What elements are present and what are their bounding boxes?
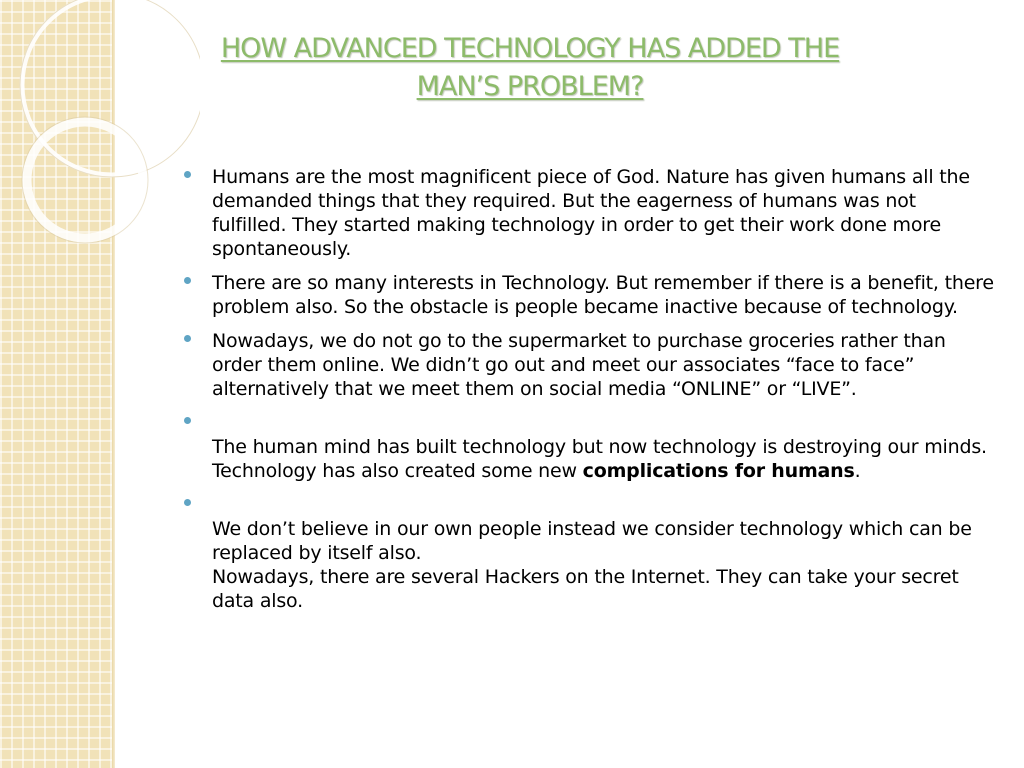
bullet-text-4-bold: complications for humans	[582, 460, 855, 482]
bullet-text-1: Humans are the most magnificent piece of God. Nature has given humans all the demanded things that they required. But the eagerness of humans was not fulfilled. They started making technology in order to get their work done more spontaneously.	[212, 166, 970, 260]
slide-title-line-2: MAN’S PROBLEM?	[416, 71, 644, 102]
bullet-item-5	[180, 493, 995, 613]
bullet-list	[180, 165, 995, 613]
bullet-dot-icon	[184, 335, 191, 342]
slide-title	[130, 30, 930, 106]
bullet-dot-icon	[184, 171, 191, 178]
bullet-text-5-line-1: We don’t believe in our own people instead we consider technology which can be replaced by itself also.	[212, 518, 972, 564]
bullet-dot-icon	[184, 277, 191, 284]
bullet-text-4-start: The human mind has built technology but now technology is destroying our minds. Technology has also created some new	[212, 436, 987, 482]
bullet-item-1	[180, 165, 995, 261]
bullet-text-2: There are so many interests in Technology. But remember if there is a benefit, there problem also. So the obstacle is people became inactive because of technology.	[212, 272, 994, 318]
blank-line	[212, 411, 995, 435]
bullet-text-3: Nowadays, we do not go to the supermarket to purchase groceries rather than order them online. We didn’t go out and meet our associates “face to face” alternatively that we meet them on social media “ONLINE” or “LIVE”.	[212, 330, 946, 400]
bullet-dot-icon	[184, 499, 191, 506]
slide-body	[180, 165, 995, 623]
bullet-item-2	[180, 271, 995, 319]
bullet-dot-icon	[184, 417, 191, 424]
blank-line	[212, 493, 995, 517]
bullet-text-5-line-2: Nowadays, there are several Hackers on the Internet. They can take your secret data also.	[212, 566, 959, 612]
bullet-item-3	[180, 329, 995, 401]
bullet-text-4-end: .	[854, 460, 861, 482]
bullet-item-4	[180, 411, 995, 483]
slide-title-line-1: HOW ADVANCED TECHNOLOGY HAS ADDED THE	[220, 33, 840, 64]
